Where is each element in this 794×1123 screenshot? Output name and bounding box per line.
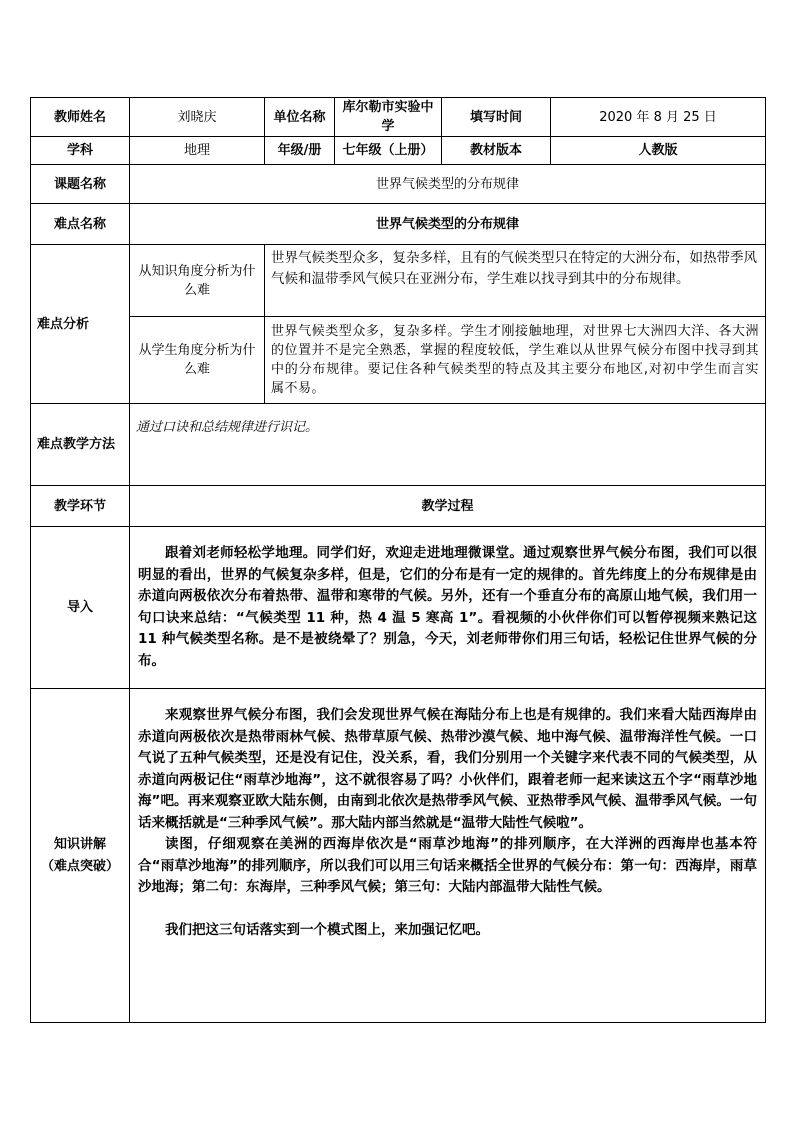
method-label: 难点教学方法 <box>31 404 130 486</box>
subject-label: 学科 <box>31 137 130 165</box>
difficulty-label: 难点名称 <box>31 204 130 245</box>
stage-header: 教学环节 <box>31 486 130 527</box>
method-value: 通过口诀和总结规律进行识记。 <box>130 404 766 486</box>
knowledge-angle-text: 世界气候类型众多，复杂多样，且有的气候类型只在特定的大洲分布，如热带季风气候和温带季风气候只在亚洲分布，学生难以找寻到其中的分布规律。 <box>265 245 766 317</box>
knowledge-sublabel: （难点突破） <box>40 858 119 874</box>
knowledge-para-2: 读图，仔细观察在美洲的西海岸依次是“雨草沙地海”的排列顺序，在大洋洲的西海岸也基本符合“雨草沙地海”的排列顺序，所以我们可以用三句话来概括全世界的气候分布：第一句：西海岸，雨草沙地海；第二句：东海岸，三种季风气候；第三句：大陆内部温带大陆性气候。 <box>138 836 757 895</box>
analysis-label: 难点分析 <box>31 245 130 404</box>
subject-value: 地理 <box>130 137 265 165</box>
process-header: 教学过程 <box>130 486 766 527</box>
knowledge-cell <box>130 689 766 1023</box>
student-angle-label: 从学生角度分析为什么难 <box>130 317 265 404</box>
knowledge-label-cell <box>31 689 130 1023</box>
topic-label: 课题名称 <box>31 165 130 204</box>
teacher-name-label: 教师姓名 <box>31 98 130 137</box>
lesson-plan-table <box>30 97 766 1023</box>
knowledge-label: 知识讲解 <box>53 836 106 852</box>
grade-value: 七年级（上册） <box>335 137 442 165</box>
grade-label: 年级/册 <box>265 137 335 165</box>
unit-label: 单位名称 <box>265 98 335 137</box>
date-value: 2020 年 8 月 25 日 <box>551 98 766 137</box>
teacher-name-value: 刘晓庆 <box>130 98 265 137</box>
intro-text: 跟着刘老师轻松学地理。同学们好，欢迎走进地理微课堂。通过观察世界气候分布图，我们可以很明显的看出，世界的气候复杂多样，但是，它们的分布是有一定的规律的。首先纬度上的分布规律是由赤道向两极依次分布着热带、温带和寒带的气候。另外，还有一个垂直分布的高原山地气候，我们用一句口诀来总结：“气候类型 11 种，热 4 温 5 寒高 1”。看视频的小伙伴你们可以暂停视频来熟记这 11 种气候类型名称。是不是被绕晕了？别急，今天，刘老师带你们用三句话，轻松记住世界气候的分布。 <box>138 545 757 669</box>
intro-cell <box>130 527 766 689</box>
knowledge-angle-label: 从知识角度分析为什么难 <box>130 245 265 317</box>
unit-value: 库尔勒市实验中学 <box>335 98 442 137</box>
edition-label: 教材版本 <box>442 137 551 165</box>
date-label: 填写时间 <box>442 98 551 137</box>
topic-value: 世界气候类型的分布规律 <box>130 165 766 204</box>
difficulty-value: 世界气候类型的分布规律 <box>130 204 766 245</box>
edition-value: 人教版 <box>551 137 766 165</box>
knowledge-para-1: 来观察世界气候分布图，我们会发现世界气候在海陆分布上也是有规律的。我们来看大陆西海岸由赤道向两极依次是热带雨林气候、热带草原气候、热带沙漠气候、地中海气候、温带海洋性气候。一口气说了五种气候类型，还是没有记住，没关系，看，我们分别用一个关键字来代表不同的气候类型，从赤道向两极记住“雨草沙地海”，这不就很容易了吗？小伙伴们，跟着老师一起来读这五个字“雨草沙地海”吧。再来观察亚欧大陆东侧，由南到北依次是热带季风气候、亚热带季风气候、温带季风气候。一句话来概括就是“三种季风气候”。那大陆内部当然就是“温带大陆性气候啦”。 <box>138 707 757 831</box>
intro-label: 导入 <box>31 527 130 689</box>
student-angle-text: 世界气候类型众多，复杂多样。学生才刚接触地理，对世界七大洲四大洋、各大洲的位置并不是完全熟悉，掌握的程度较低，学生难以从世界气候分布图中找寻到其中的分布规律。要记住各种气候类型的特点及其主要分布地区,对初中学生而言实属不易。 <box>265 317 766 404</box>
knowledge-para-3: 我们把这三句话落实到一个模式图上，来加强记忆吧。 <box>165 921 489 938</box>
